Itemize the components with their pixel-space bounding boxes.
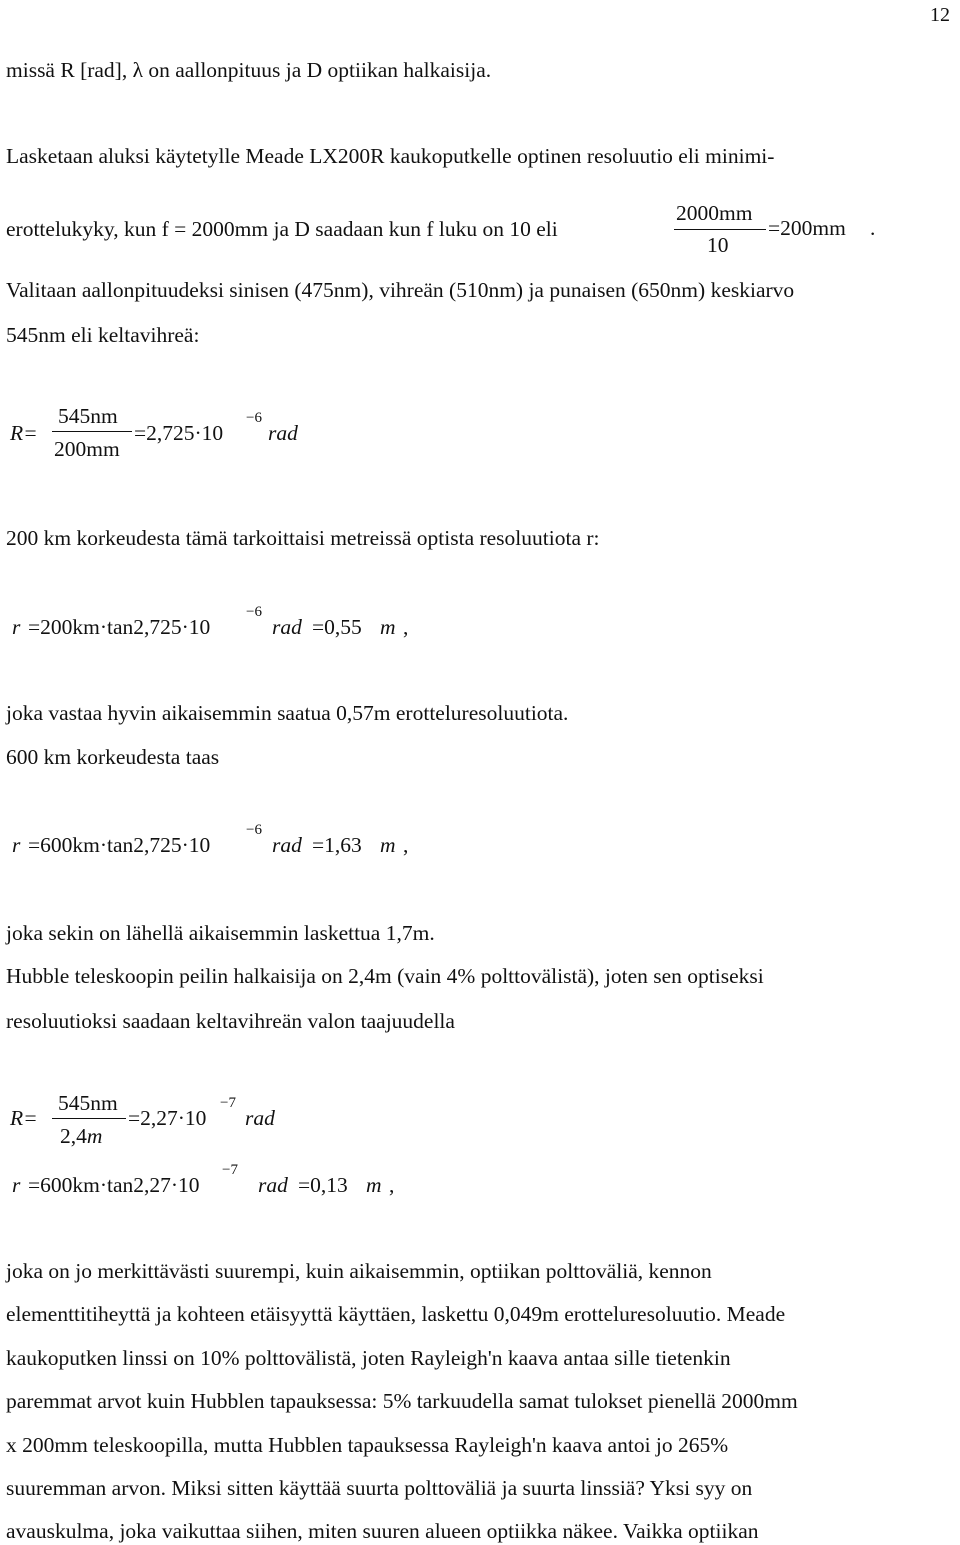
eq-d-result: =200mm <box>768 216 846 240</box>
eq4-lhs: R= <box>10 1106 38 1130</box>
eq5-lhs: r <box>12 1173 21 1197</box>
text-line-15: paremmat arvot kuin Hubblen tapauksessa: 5% tarkuudella samat tulokset pienellä 2000mm <box>6 1389 798 1413</box>
eq-d-denominator: 10 <box>707 233 729 257</box>
eq2-m: m <box>380 615 396 639</box>
eq1-numerator: 545nm <box>58 404 118 428</box>
eq5-rhs-a: =600km·tan2,27·10 <box>28 1173 200 1197</box>
text-line-5: 545nm eli keltavihreä: <box>6 323 200 347</box>
eq3-comma: , <box>403 833 409 857</box>
eq3-lhs: r <box>12 833 21 857</box>
text-line-3: erottelukyky, kun f = 2000mm ja D saadaan kun f luku on 10 eli <box>6 217 558 241</box>
eq2-exponent: −6 <box>246 604 262 620</box>
text-line-16: x 200mm teleskoopilla, mutta Hubblen tapauksessa Rayleigh'n kaava antoi jo 265% <box>6 1433 729 1457</box>
eq4-exponent: −7 <box>220 1095 236 1111</box>
eq2-rhs-b: =0,55 <box>312 615 362 639</box>
eq2-unit: rad <box>272 615 302 639</box>
eq1-denominator: 200mm <box>54 437 120 461</box>
text-line-18: avauskulma, joka vaikuttaa siihen, miten suuren alueen optiikka näkee. Vaikka optiikan <box>6 1519 759 1543</box>
eq1-fraction-bar <box>52 431 132 432</box>
text-line-6: 200 km korkeudesta tämä tarkoittaisi metreissä optista resoluutiota r: <box>6 526 600 550</box>
eq2-lhs: r <box>12 615 21 639</box>
text-line-4: Valitaan aallonpituudeksi sinisen (475nm), vihreän (510nm) ja punaisen (650nm) keskiarvo <box>6 278 795 302</box>
eq3-rhs-a: =600km·tan2,725·10 <box>28 833 211 857</box>
page-number: 12 <box>930 4 950 26</box>
eq1-unit: rad <box>268 421 298 445</box>
eq5-m: m <box>366 1173 382 1197</box>
eq-d-fraction-bar <box>674 229 766 230</box>
eq4-denominator <box>60 1126 102 1148</box>
eq4-unit: rad <box>245 1106 275 1130</box>
text-line-2: Lasketaan aluksi käytetylle Meade LX200R kaukoputkelle optinen resoluutio eli minimi- <box>6 144 775 168</box>
eq4-den-value: 2,4 <box>60 1124 87 1148</box>
text-line-9: joka sekin on lähellä aikaisemmin laskettua 1,7m. <box>6 921 435 945</box>
text-line-7: joka vastaa hyvin aikaisemmin saatua 0,57m erotteluresoluutiota. <box>6 701 569 725</box>
eq-d-period: . <box>870 216 876 240</box>
eq-d-numerator: 2000mm <box>676 201 753 225</box>
text-line-10: Hubble teleskoopin peilin halkaisija on 2,4m (vain 4% polttovälistä), joten sen optiseksi <box>6 964 764 988</box>
eq5-unit: rad <box>258 1173 288 1197</box>
text-line-8: 600 km korkeudesta taas <box>6 745 220 769</box>
eq3-m: m <box>380 833 396 857</box>
eq3-unit: rad <box>272 833 302 857</box>
eq4-rhs: =2,27·10 <box>128 1106 207 1130</box>
text-line-12: joka on jo merkittävästi suurempi, kuin aikaisemmin, optiikan polttoväliä, kennon <box>6 1259 712 1283</box>
eq5-exponent: −7 <box>222 1162 238 1178</box>
eq2-comma: , <box>403 615 409 639</box>
eq2-rhs-a: =200km·tan2,725·10 <box>28 615 211 639</box>
eq4-fraction-bar <box>52 1118 126 1119</box>
text-line-14: kaukoputken linssi on 10% polttovälistä, joten Rayleigh'n kaava antaa sille tietenkin <box>6 1346 731 1370</box>
eq1-rhs: =2,725·10 <box>134 421 224 445</box>
eq4-den-m: m <box>86 1124 103 1148</box>
eq5-rhs-b: =0,13 <box>298 1173 348 1197</box>
text-line-1: missä R [rad], λ on aallonpituus ja D optiikan halkaisija. <box>6 58 492 82</box>
text-line-13: elementtitiheyttä ja kohteen etäisyyttä käyttäen, laskettu 0,049m erotteluresoluutio. Meade <box>6 1302 786 1326</box>
text-line-17: suuremman arvon. Miksi sitten käyttää suurta polttoväliä ja suurta linssiä? Yksi syy on <box>6 1476 753 1500</box>
eq5-comma: , <box>389 1173 395 1197</box>
text-line-11: resoluutioksi saadaan keltavihreän valon taajuudella <box>6 1009 455 1033</box>
eq3-exponent: −6 <box>246 822 262 838</box>
eq1-lhs: R= <box>10 421 38 445</box>
eq1-exponent: −6 <box>246 410 262 426</box>
eq3-rhs-b: =1,63 <box>312 833 362 857</box>
eq4-numerator: 545nm <box>58 1091 118 1115</box>
